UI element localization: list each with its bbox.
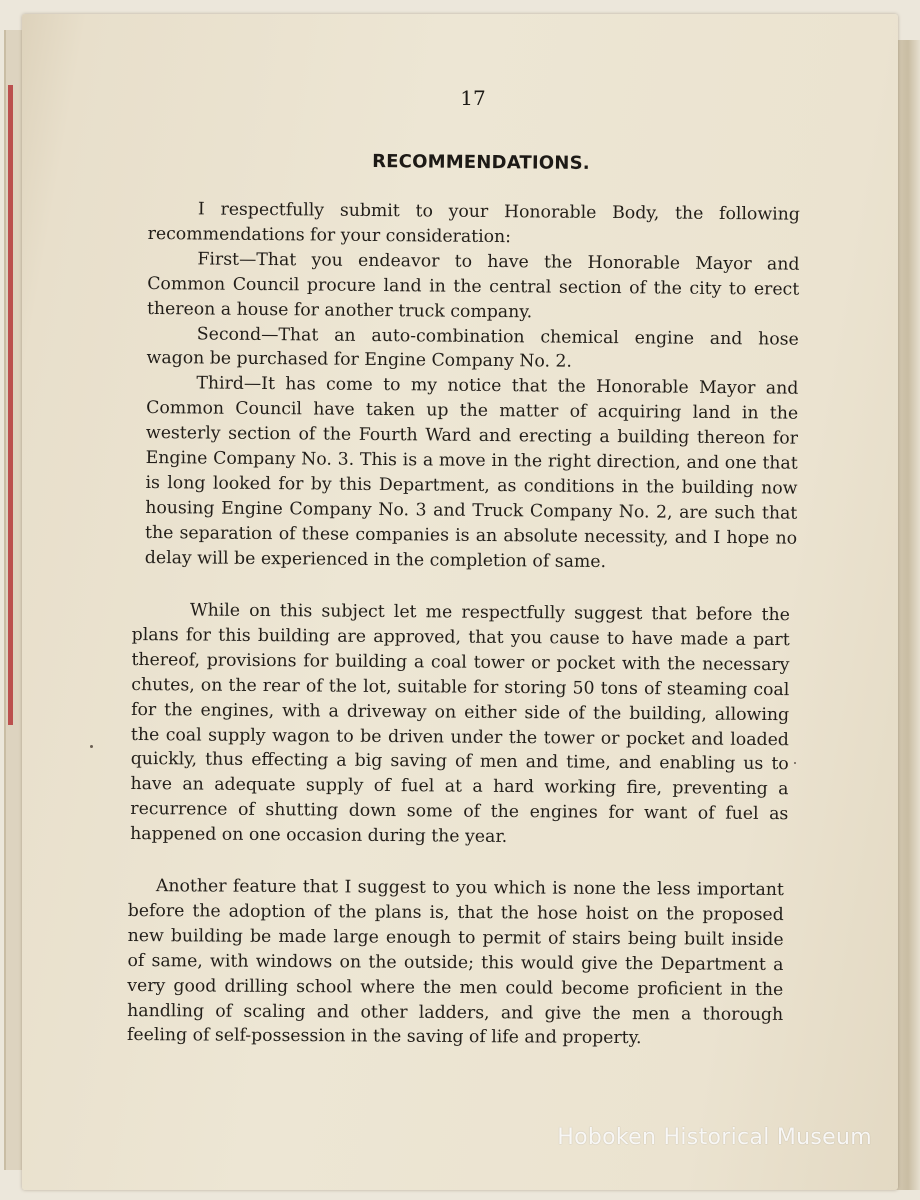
paper-speck	[90, 745, 93, 748]
recommendations-block-2	[130, 598, 790, 852]
paragraph-intro: I respectfully submit to your Honorable Body, the following recommendations for your consideration:	[147, 199, 800, 248]
red-cover-edge	[8, 85, 13, 725]
paper-speck	[794, 762, 796, 764]
recommendations-block-1	[145, 197, 800, 576]
section-heading: RECOMMENDATIONS.	[372, 151, 590, 174]
paragraph-second: Second—That an auto-combination chemical engine and hose wagon be purchased for Engine Company No. 2.	[146, 323, 799, 373]
paragraph-first: First—That you endeavor to have the Honorable Mayor and Common Council procure land in the central section of the city to erect thereon a house for another truck company.	[146, 249, 800, 322]
page-number: 17	[460, 86, 486, 110]
museum-watermark: Hoboken Historical Museum	[557, 1125, 872, 1150]
paragraph-hose-hoist: Another feature that I suggest to you which is none the less important before the adoption of the plans is, that the hose hoist on the proposed new building be made large enough to permit of stairs being built inside of same, with windows on the outside; this would give the Department a very good drilling school where the men could become proficient in the handling of scaling and other ladders, and give the men a thorough feeling of self-possession in the saving of life and property.	[126, 876, 784, 1049]
recommendations-block-3	[127, 874, 784, 1052]
paragraph-third: Third—It has come to my notice that the Honorable Mayor and Common Council have taken up the matter of acquiring land in the westerly section of the Fourth Ward and erecting a building thereon for Engine Company No. 3. This is a move in the right direction, and one that is long looked for by this Department, as conditions in the building now housing Engine Company No. 3 and Truck Company No. 2, are such that the separation of these companies is an absolute necessity, and I hope no delay will be experienced in the completion of same.	[144, 373, 799, 572]
paragraph-coal-tower: While on this subject let me respectfully suggest that before the plans for this building are approved, that you cause to have made a part thereof, provisions for building a coal tower or pocket with the necessary chutes, on the rear of the lot, suitable for storing 50 tons of steaming coal for the engines, with a driveway on either side of the building, allowing the coal supply wagon to be driven under the tower or pocket and loaded quickly, thus effecting a big saving of men and time, and enabling us to have an adequate supply of fuel at a hard working fire, preventing a recurrence of shutting down some of the engines for want of fuel as happened on one occasion during the year.	[130, 600, 790, 848]
